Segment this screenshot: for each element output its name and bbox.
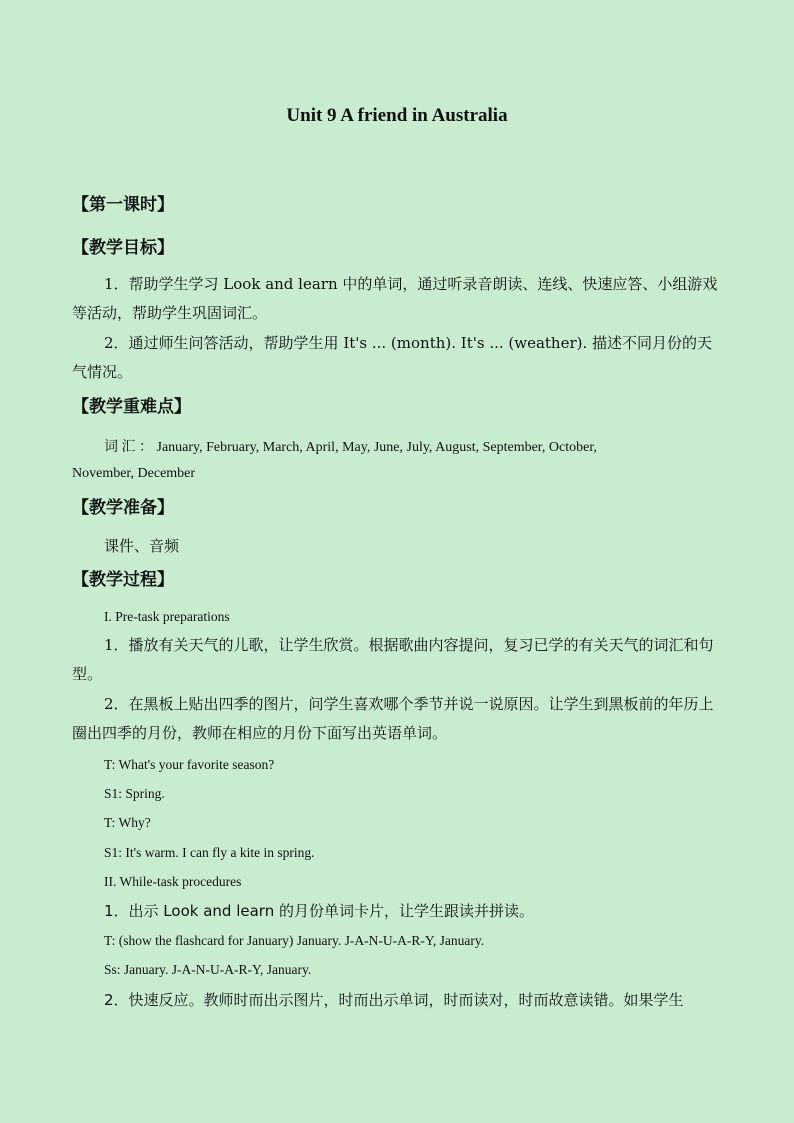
heading-key-points: 【教学重难点】: [72, 397, 191, 417]
heading-lesson: 【第一课时】: [72, 195, 174, 215]
process-step-2: 2．在黑板上贴出四季的图片，问学生喜欢哪个季节并说一说原因。让学生到黑板前的年历上圈出四季的月份，教师在相应的月份下面写出英语单词。: [72, 695, 714, 742]
while-task-heading: II. While-task procedures: [104, 874, 242, 889]
process-step-1: 1．播放有关天气的儿歌，让学生欣赏。根据歌曲内容提问，复习已学的有关天气的词汇和句型。: [72, 636, 714, 683]
dialogue-line: T: (show the flashcard for January) January. J-A-N-U-A-R-Y, January.: [104, 933, 485, 948]
dialogue-line: S1: Spring.: [104, 786, 165, 801]
heading-preparation: 【教学准备】: [72, 498, 174, 518]
objective-item-1: 1．帮助学生学习 Look and learn 中的单词，通过听录音朗读、连线、快速应答、小组游戏等活动，帮助学生巩固词汇。: [72, 275, 718, 322]
dialogue-line: S1: It's warm. I can fly a kite in spring.: [104, 845, 315, 860]
vocabulary-line-2: November, December: [72, 466, 196, 481]
page-title: Unit 9 A friend in Australia: [286, 105, 508, 126]
pre-task-heading: I. Pre-task preparations: [104, 609, 230, 624]
objective-item-2: 2．通过师生问答活动，帮助学生用 It's ... (month). It's ... (weather). 描述不同月份的天气情况。: [72, 334, 713, 381]
heading-objectives: 【教学目标】: [72, 238, 174, 258]
heading-process: 【教学过程】: [72, 570, 174, 590]
dialogue-line: Ss: January. J-A-N-U-A-R-Y, January.: [104, 962, 312, 977]
dialogue-line: T: What's your favorite season?: [104, 757, 275, 772]
preparation-text: 课件、音频: [104, 537, 180, 555]
while-step-2: 2．快速反应。教师时而出示图片，时而出示单词，时而读对，时而故意读错。如果学生: [104, 991, 684, 1009]
while-step-1: 1．出示 Look and learn 的月份单词卡片，让学生跟读并拼读。: [104, 902, 534, 920]
vocabulary-line-1: 词 汇 ： January, February, March, April, May, June, July, August, September, October,: [104, 440, 597, 455]
dialogue-line: T: Why?: [104, 815, 151, 830]
